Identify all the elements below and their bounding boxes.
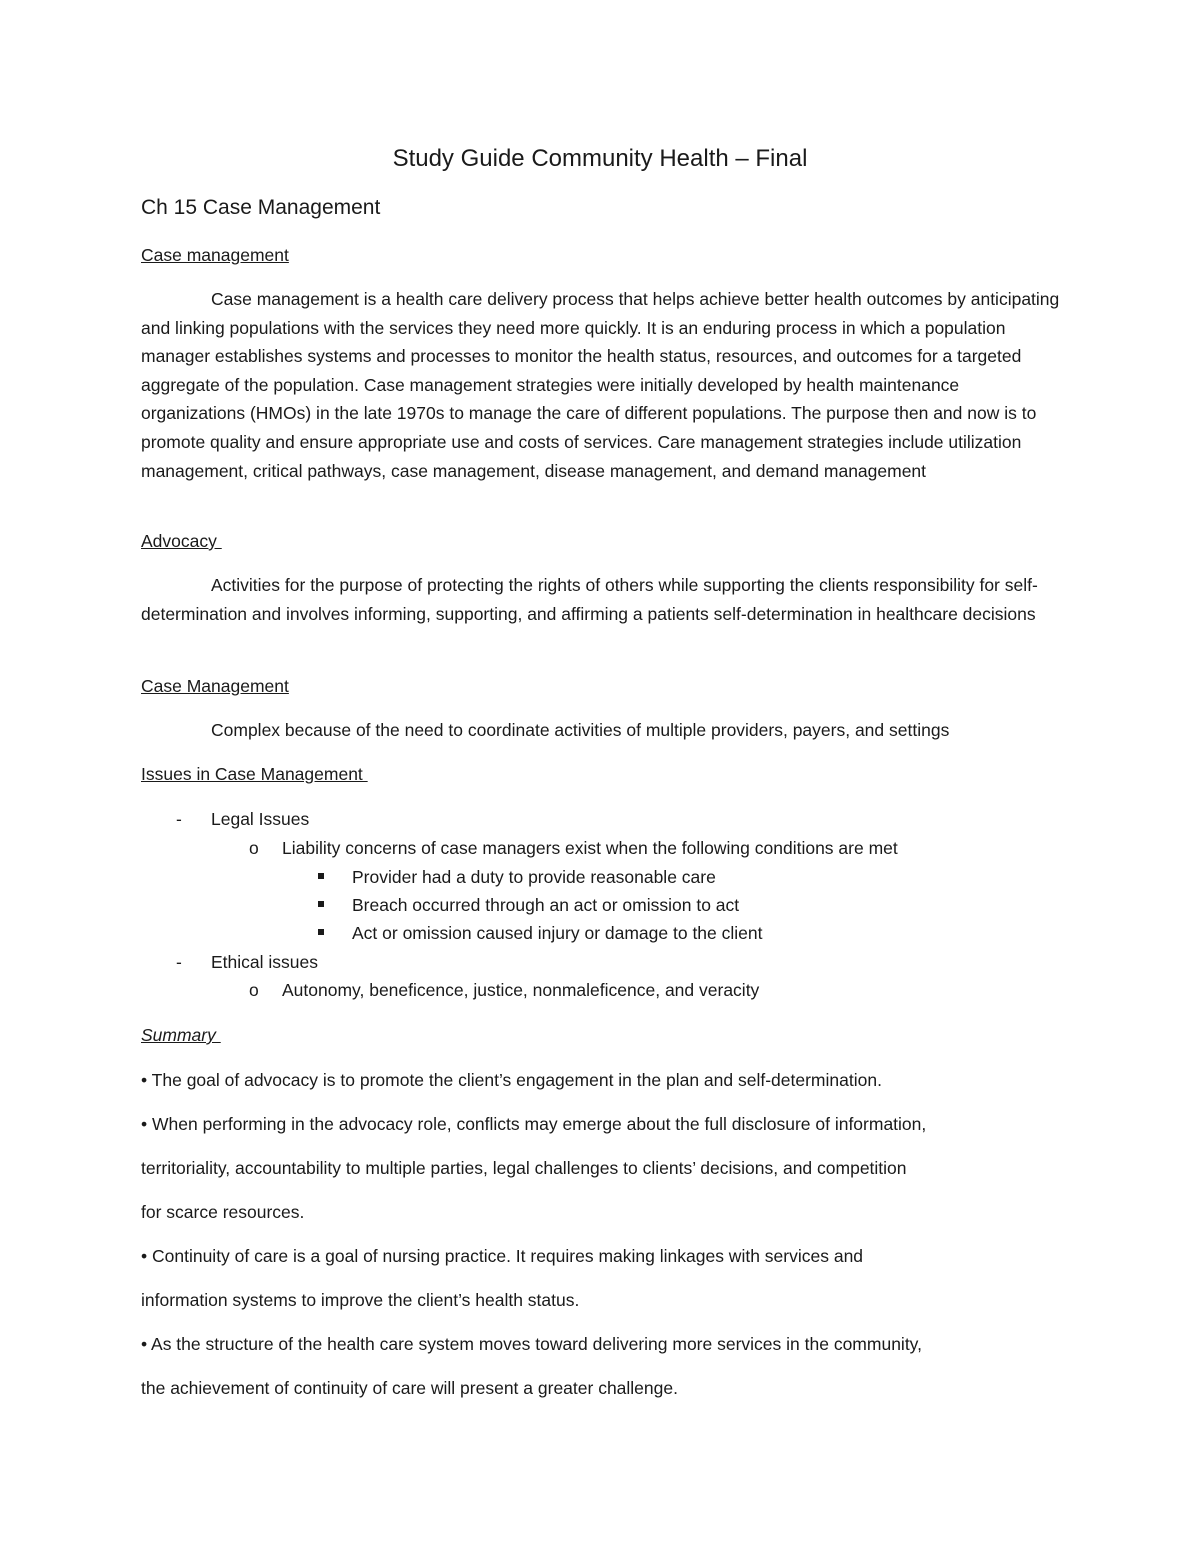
circle-marker: o (249, 980, 259, 1000)
section-heading-advocacy: Advocacy (141, 531, 222, 551)
summary-line: information systems to improve the client’s health status. (141, 1290, 580, 1310)
circle-marker: o (249, 838, 259, 858)
summary-line: • When performing in the advocacy role, conflicts may emerge about the full disclosure of information, (141, 1114, 927, 1134)
section-heading-issues: Issues in Case Management (141, 764, 368, 784)
summary-line: • Continuity of care is a goal of nursing practice. It requires making linkages with services and (141, 1246, 864, 1266)
chapter-heading: Ch 15 Case Management (141, 196, 381, 219)
square-bullet-icon (318, 929, 324, 935)
summary-line: territoriality, accountability to multiple parties, legal challenges to clients’ decisions, and competition (141, 1158, 907, 1178)
document-title: Study Guide Community Health – Final (392, 145, 808, 172)
list-item-legal-issues: Legal Issues (211, 809, 310, 829)
section-heading-case-management: Case management (141, 245, 289, 265)
dash-marker: - (176, 952, 182, 972)
list-item-liability: Liability concerns of case managers exist when the following conditions are met (282, 838, 898, 858)
square-bullet-icon (318, 873, 324, 879)
summary-line: for scarce resources. (141, 1202, 305, 1222)
list-item-condition: Breach occurred through an act or omission to act (352, 895, 740, 915)
section-body-case-management: Case management is a health care delivery process that helps achieve better health outcomes by anticipating and linking populations with the services they need more quickly. It is an enduring process in which a population manager establishes systems and processes to monitor the health status, resources, and outcomes for a targeted aggregate of the population. Case management strategies were initially developed by health maintenance organizations (HMOs) in the late 1970s to manage the care of different populations. The purpose then and now is to promote quality and ensure appropriate use and costs of services. Care management strategies include utilization management, critical pathways, case management, disease management, and demand management (141, 289, 1060, 481)
dash-marker: - (176, 809, 182, 829)
list-item-ethical-issues: Ethical issues (211, 952, 318, 972)
square-bullet-icon (318, 901, 324, 907)
section-body-advocacy: Activities for the purpose of protecting the rights of others while supporting the clients responsibility for self-determination and involves informing, supporting, and affirming a patients self-determination in healthcare decisions (141, 575, 1038, 624)
list-item-ethical-principles: Autonomy, beneficence, justice, nonmaleficence, and veracity (282, 980, 760, 1000)
section-heading-summary: Summary (141, 1025, 221, 1045)
summary-line: the achievement of continuity of care will present a greater challenge. (141, 1378, 678, 1398)
section-body-case-management-complex: Complex because of the need to coordinate activities of multiple providers, payers, and settings (211, 720, 950, 740)
list-item-condition: Act or omission caused injury or damage to the client (352, 923, 763, 943)
section-heading-case-management-complex: Case Management (141, 676, 289, 696)
summary-line: • The goal of advocacy is to promote the client’s engagement in the plan and self-determination. (141, 1070, 882, 1090)
summary-line: • As the structure of the health care system moves toward delivering more services in the community, (141, 1334, 922, 1354)
list-item-condition: Provider had a duty to provide reasonable care (352, 867, 716, 887)
